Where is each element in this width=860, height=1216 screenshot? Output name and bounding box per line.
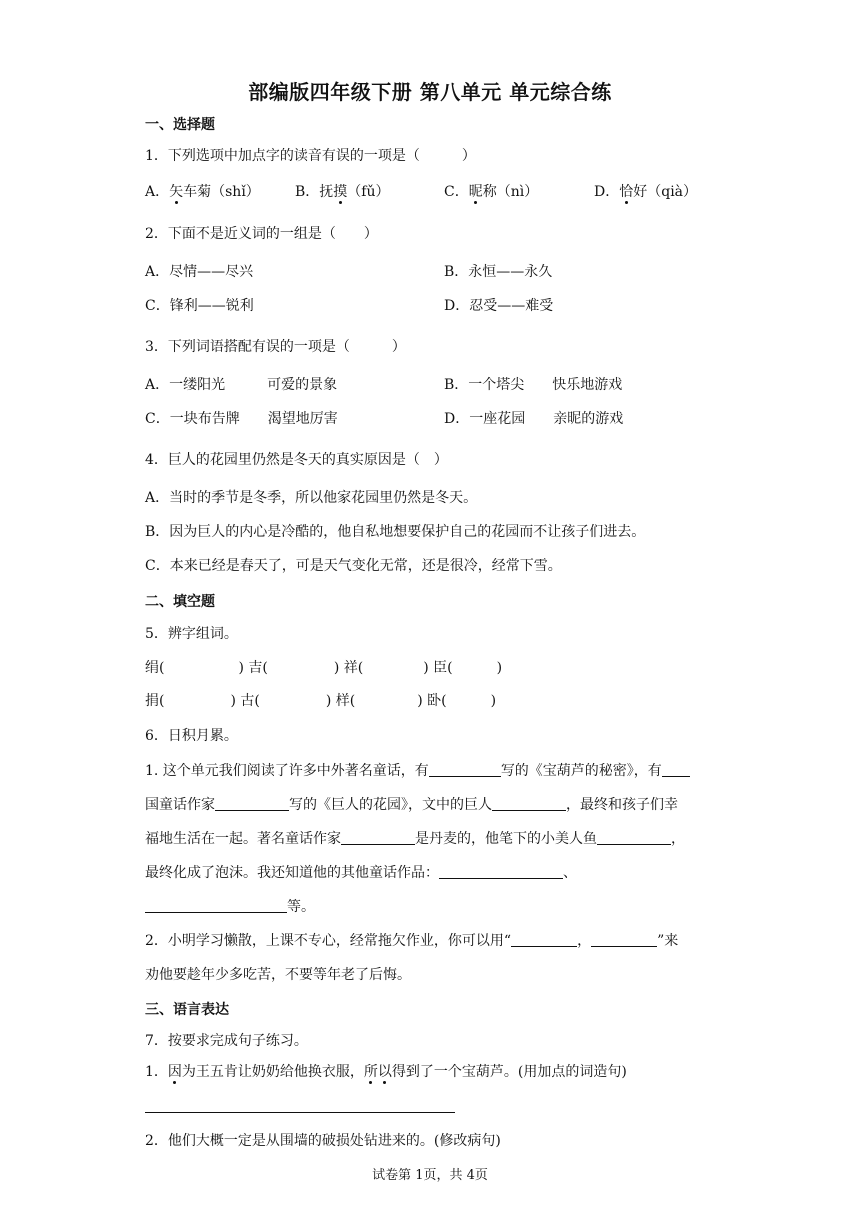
question-4-option-b[interactable]: B．因为巨人的内心是冷酷的，他自私地想要保护自己的花园而不让孩子们进去。 xyxy=(145,524,646,540)
question-2-option-c[interactable]: C．锋利——锐利 xyxy=(145,298,254,314)
answer-blank[interactable] xyxy=(662,762,690,777)
dotted-char: 矢 xyxy=(169,184,184,200)
question-5-stem: 5．辨字组词。 xyxy=(145,626,238,642)
answer-line[interactable] xyxy=(145,1112,455,1113)
question-6-part-2-line-2: 劝他要趁年少多吃苦，不要等年老了后悔。 xyxy=(145,967,411,983)
word-group-row-1: 绢( ) 吉( ) 祥( ) 臣( ) xyxy=(145,660,503,676)
question-4-stem: 4．巨人的花园里仍然是冬天的真实原因是（ ） xyxy=(145,452,448,468)
page-footer: 试卷第 1页，共 4页 xyxy=(372,1168,488,1183)
dotted-char: 所 xyxy=(363,1064,378,1080)
question-2-option-b[interactable]: B．永恒——永久 xyxy=(444,264,553,280)
answer-blank[interactable] xyxy=(145,898,287,913)
question-4-option-a[interactable]: A．当时的季节是冬季，所以他家花园里仍然是冬天。 xyxy=(145,490,478,506)
section-heading-expression: 三、语言表达 xyxy=(145,1002,229,1018)
answer-blank[interactable] xyxy=(215,796,289,811)
page-title: 部编版四年级下册 第八单元 单元综合练 xyxy=(248,80,612,104)
question-1-stem: 1．下列选项中加点字的读音有误的一项是（ ） xyxy=(145,148,476,164)
question-3-option-d[interactable]: D．一座花园 亲昵的游戏 xyxy=(444,411,624,427)
question-2-option-d[interactable]: D．忍受——难受 xyxy=(444,298,554,314)
answer-blank[interactable] xyxy=(591,932,657,947)
question-1-option-a[interactable]: A．矢车菊（shǐ） xyxy=(145,184,260,200)
question-4-option-c[interactable]: C．本来已经是春天了，可是天气变化无常，还是很冷，经常下雪。 xyxy=(145,558,562,574)
question-7-sentence-1: 1．因为王五肯让奶奶给他换衣服，所以得到了一个宝葫芦。(用加点的词造句) xyxy=(145,1064,627,1080)
answer-blank[interactable] xyxy=(511,932,577,947)
question-3-option-c[interactable]: C．一块布告牌 渴望地厉害 xyxy=(145,411,338,427)
question-6-part-2-line-1: 2．小明学习懒散，上课不专心，经常拖欠作业，你可以用“ ， ”来 xyxy=(145,933,679,949)
dotted-char: 摸 xyxy=(333,184,348,200)
question-3-option-b[interactable]: B．一个塔尖 快乐地游戏 xyxy=(444,377,623,393)
answer-blank[interactable] xyxy=(439,864,563,879)
question-6-part-1-line-3: 福地生活在一起。著名童话作家 是丹麦的，他笔下的小美人鱼 ， xyxy=(145,831,685,847)
answer-blank[interactable] xyxy=(429,762,501,777)
answer-blank[interactable] xyxy=(597,830,671,845)
dotted-char: 恰 xyxy=(619,184,634,200)
question-6-part-1-line-1: 1. 这个单元我们阅读了许多中外著名童话，有 写的《宝葫芦的秘密》，有 xyxy=(145,761,715,781)
word-group-row-2: 捐( ) 古( ) 样( ) 卧( ) xyxy=(145,693,497,709)
question-7-sentence-2: 2．他们大概一定是从围墙的破损处钻进来的。(修改病句) xyxy=(145,1133,501,1149)
question-1-option-c[interactable]: C．昵称（nì） xyxy=(444,184,539,200)
question-6-stem: 6．日积月累。 xyxy=(145,728,238,744)
question-6-part-1-line-5: 等。 xyxy=(145,897,715,917)
question-2-stem: 2．下面不是近义词的一组是（ ） xyxy=(145,226,378,242)
section-heading-fill: 二、填空题 xyxy=(145,594,215,610)
section-heading-choice: 一、选择题 xyxy=(145,117,215,133)
dotted-char: 昵 xyxy=(468,184,483,200)
question-1-option-b[interactable]: B．抚摸（fǔ） xyxy=(295,184,390,200)
question-6-part-1-line-4: 最终化成了泡沫。我还知道他的其他童话作品： 、 xyxy=(145,865,577,881)
question-1-option-d[interactable]: D．恰好（qià） xyxy=(594,184,698,200)
answer-blank[interactable] xyxy=(341,830,415,845)
answer-blank[interactable] xyxy=(492,796,566,811)
question-2-option-a[interactable]: A．尽情——尽兴 xyxy=(145,264,254,280)
dotted-char: 以 xyxy=(377,1064,392,1080)
question-3-option-a[interactable]: A．一缕阳光 可爱的景象 xyxy=(145,377,338,393)
question-7-stem: 7．按要求完成句子练习。 xyxy=(145,1033,308,1049)
question-6-part-1-line-2: 国童话作家 写的《巨人的花园》，文中的巨人 ，最终和孩子们幸 xyxy=(145,797,678,813)
dotted-char: 因 xyxy=(167,1064,182,1080)
question-3-stem: 3．下列词语搭配有误的一项是（ ） xyxy=(145,339,406,355)
